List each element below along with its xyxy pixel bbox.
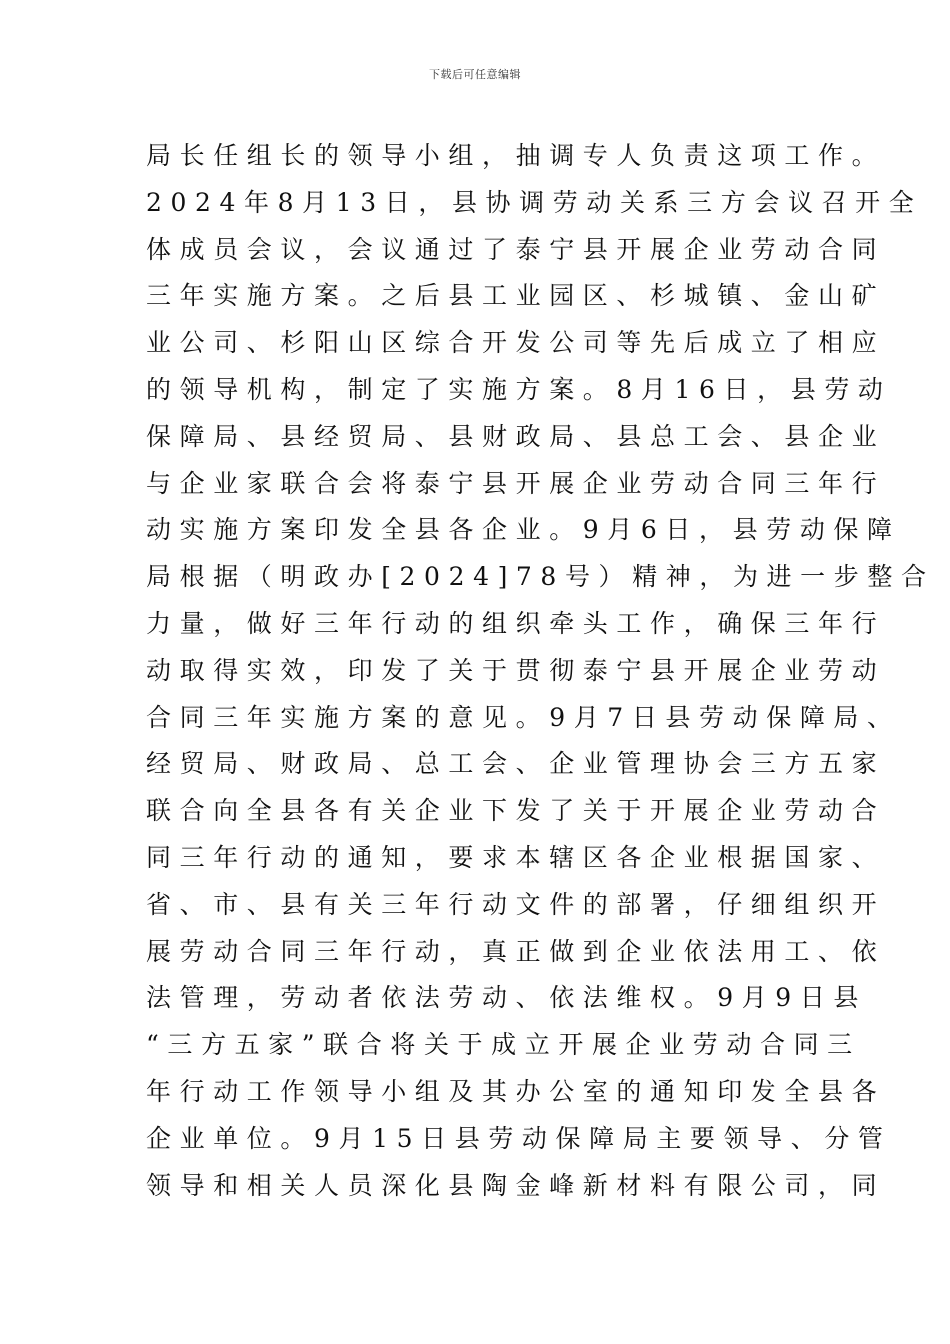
body-line: 展劳动合同三年行动，真正做到企业依法用工、依 bbox=[146, 936, 886, 966]
body-line: 联合向全县各有关企业下发了关于开展企业劳动合 bbox=[146, 796, 886, 826]
body-line: 局根据（明政办[2024]78号）精神，为进一步整合 bbox=[146, 562, 935, 592]
body-line: 法管理，劳动者依法劳动、依法维权。9月9日县 bbox=[146, 983, 868, 1013]
body-line: 年行动工作领导小组及其办公室的通知印发全县各 bbox=[146, 1076, 886, 1106]
body-line: 2024年8月13日，县协调劳动关系三方会议召开全 bbox=[146, 187, 923, 217]
body-line: 的领导机构，制定了实施方案。8月16日，县劳动 bbox=[146, 374, 892, 404]
document-body bbox=[146, 133, 935, 1209]
body-line: 局长任组长的领导小组，抽调专人负责这项工作。 bbox=[146, 141, 886, 170]
body-line: 企业单位。9月15日县劳动保障局主要领导、分管 bbox=[146, 1123, 892, 1153]
body-line: 同三年行动的通知，要求本辖区各企业根据国家、 bbox=[146, 842, 886, 872]
body-line: 领导和相关人员深化县陶金峰新材料有限公司，同 bbox=[146, 1170, 886, 1200]
page-header-note: 下载后可任意编辑 bbox=[429, 68, 521, 81]
body-line: 体成员会议，会议通过了泰宁县开展企业劳动合同 bbox=[146, 234, 886, 264]
body-line: 保障局、县经贸局、县财政局、县总工会、县企业 bbox=[146, 421, 886, 451]
body-line: 经贸局、财政局、总工会、企业管理协会三方五家 bbox=[146, 749, 886, 779]
body-line: 业公司、杉阳山区综合开发公司等先后成立了相应 bbox=[146, 328, 886, 358]
body-line: 力量，做好三年行动的组织牵头工作，确保三年行 bbox=[146, 608, 886, 638]
body-line: 省、市、县有关三年行动文件的部署，仔细组织开 bbox=[146, 889, 886, 919]
body-line: 与企业家联合会将泰宁县开展企业劳动合同三年行 bbox=[146, 468, 886, 498]
body-line: 合同三年实施方案的意见。9月7日县劳动保障局、 bbox=[146, 702, 901, 732]
body-line: 动实施方案印发全县各企业。9月6日，县劳动保障 bbox=[146, 515, 901, 545]
body-line: 动取得实效，印发了关于贯彻泰宁县开展企业劳动 bbox=[146, 655, 886, 685]
body-line: “三方五家”联合将关于成立开展企业劳动合同三 bbox=[146, 1030, 861, 1060]
body-line: 三年实施方案。之后县工业园区、杉城镇、金山矿 bbox=[146, 281, 886, 311]
